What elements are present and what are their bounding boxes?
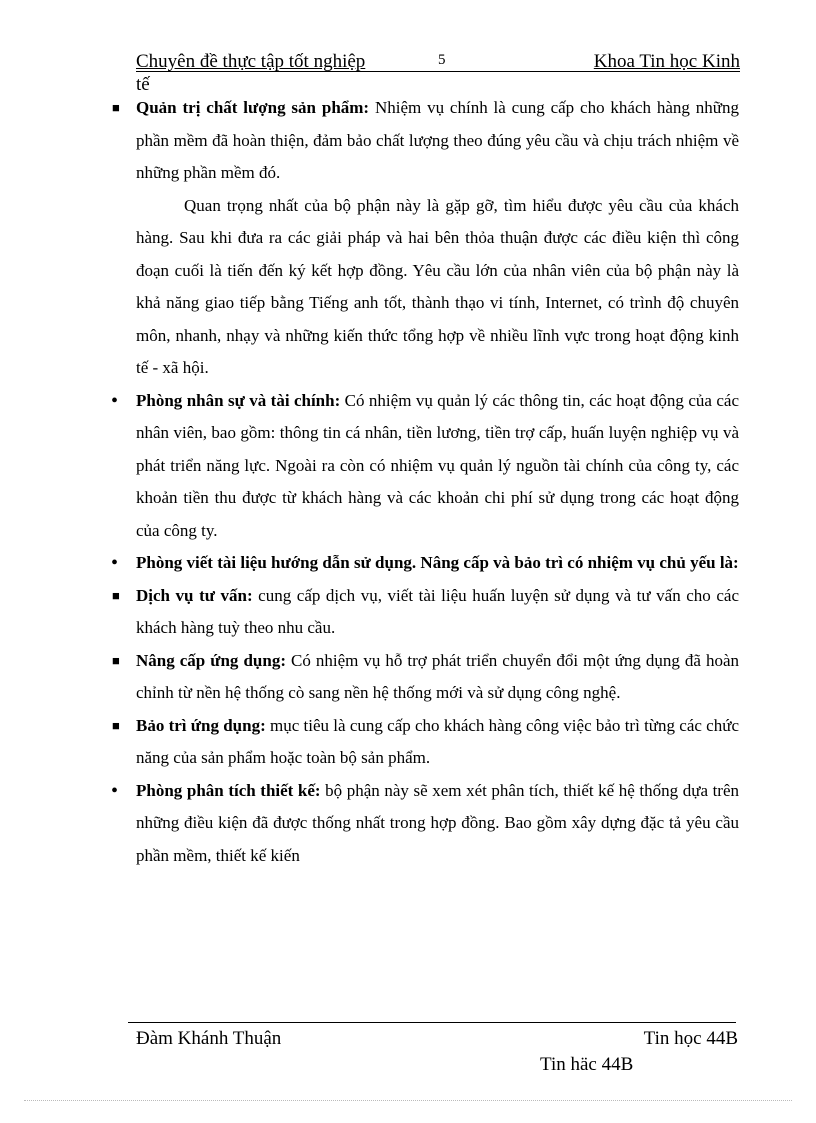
square-bullet-icon: ■ (112, 652, 120, 668)
item-heading: Nâng cấp ứng dụng: (136, 650, 286, 670)
bullet-icon: • (111, 779, 119, 802)
list-item (111, 547, 739, 580)
item-heading: Bảo trì ứng dụng: (136, 715, 266, 735)
list-item (112, 645, 739, 710)
item-heading: Phòng viết tài liệu hướng dẫn sử dụng. Nâng cấp và bảo trì có nhiệm vụ chủ yếu là: (136, 553, 739, 572)
item-text: Nhiệm vụ chính là cung cấp cho khách hàng những phần mềm đã hoàn thiện, đảm bảo chất lượng theo đúng yêu cầu và chịu trách nhiệm về những phần mềm đó. (136, 98, 739, 182)
paragraph: Quan trọng nhất của bộ phận này là gặp gỡ, tìm hiểu được yêu cầu của khách hàng. Sau khi đưa ra các giải pháp và hai bên thỏa thuận được các điều kiện thì công đoạn cuối là tiến đến ký kết hợp đồng. Yêu cầu lớn của nhân viên của bộ phận này là khả năng giao tiếp bằng Tiếng anh tốt, thành thạo vi tính, Internet, có trình độ chuyên môn, nhanh, nhạy và những kiến thức tổng hợp về nhiều lĩnh vực trong hoạt động kinh tế - xã hội. (136, 195, 739, 377)
header-left-title: Chuyên đề thực tập tốt nghiệp (136, 51, 366, 72)
list-item (112, 710, 739, 775)
square-bullet-icon: ■ (112, 587, 120, 603)
page-bottom-border (24, 1100, 792, 1101)
item-text: cung cấp dịch vụ, viết tài liệu huấn luyện sử dụng và tư vấn cho các khách hàng tuỳ theo nhu cầu. (136, 585, 740, 637)
document-body (111, 92, 740, 872)
item-heading: Phòng nhân sự và tài chính: (136, 390, 341, 410)
bullet-icon: • (111, 552, 119, 574)
footer-extra-text: Tin häc 44B (540, 1054, 634, 1075)
header-rule (136, 71, 740, 72)
item-text: bộ phận này sẽ xem xét phân tích, thiết kế hệ thống dựa trên những điều kiện đã được thống nhất trong hợp đồng. Bao gồm xây dựng đặc tả yêu cầu phần mềm, thiết kế kiến (136, 780, 740, 865)
list-item (111, 775, 740, 873)
item-heading: Phòng phân tích thiết kế: (136, 780, 321, 800)
item-text: Có nhiệm vụ quản lý các thông tin, các hoạt động của các nhân viên, bao gồm: thông tin cá nhân, tiền lương, tiền trợ cấp, huấn luyện nghiệp vụ và phát triển năng lực. Ngoài ra còn có nhiệm vụ quản lý nguồn tài chính của công ty, các khoản tiền thu được từ khách hàng và các khoản chi phí sử dụng trong các hoạt động của công ty. (136, 390, 739, 540)
page-number: 5 (438, 52, 446, 68)
list-item (112, 92, 739, 190)
footer-author: Đàm Khánh Thuận (136, 1028, 282, 1049)
item-heading: Quản trị chất lượng sản phẩm: (136, 98, 370, 117)
list-item (111, 385, 739, 548)
header-wrap-text: tế (136, 74, 150, 95)
header-right-title: Khoa Tin học Kinh (593, 51, 740, 72)
item-heading: Dịch vụ tư vấn: (136, 585, 253, 605)
item-text: Có nhiệm vụ hỗ trợ phát triển chuyển đổi một ứng dụng đã hoàn chỉnh từ nền hệ thống cò sang nền hệ thống mới và sử dụng công nghệ. (136, 650, 739, 702)
item-text: mục tiêu là cung cấp cho khách hàng công việc bảo trì từng các chức năng của sản phẩm hoặc toàn bộ sản phẩm. (136, 715, 739, 767)
list-item (112, 580, 740, 645)
footer-class: Tin học 44B (643, 1028, 738, 1049)
bullet-icon: • (111, 389, 119, 412)
square-bullet-icon: ■ (112, 100, 120, 115)
footer-rule (128, 1022, 736, 1023)
square-bullet-icon: ■ (112, 717, 120, 733)
